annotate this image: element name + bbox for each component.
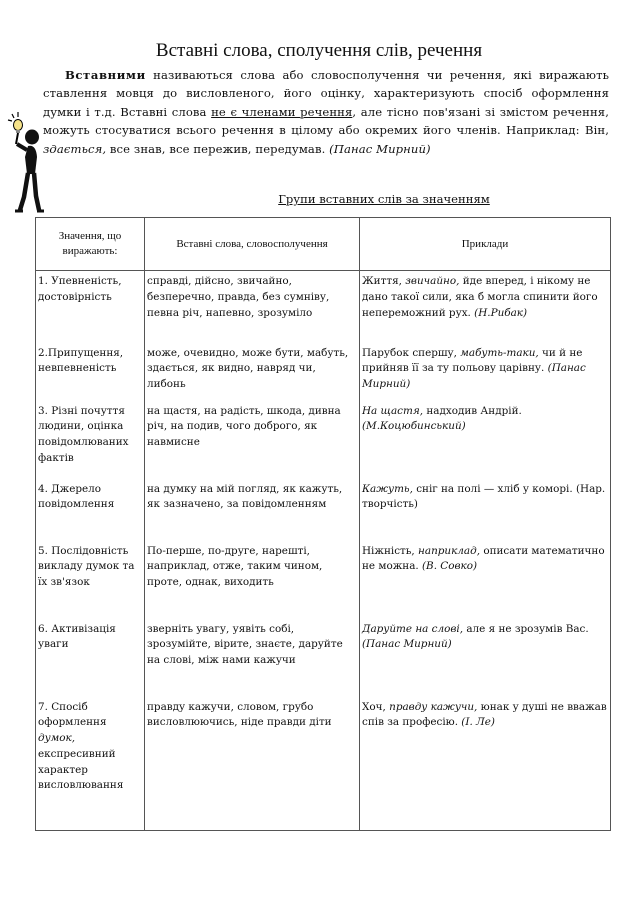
groups-heading: Групи вставних слів за значенням — [278, 192, 490, 206]
cell-example: Хоч, правду кажучи, юнак у душі не вважав спів за професію. (І. Ле) — [360, 697, 611, 831]
table-row — [36, 271, 611, 343]
cell-words: на думку на мій погляд, як кажуть, як зазначено, за повідомленням — [145, 479, 360, 541]
table-row — [36, 697, 611, 831]
cell-words: зверніть увагу, уявіть собі, зрозумійте, вірите, знаєте, даруйте на слові, між нами кажучи — [145, 619, 360, 697]
cell-example: Життя, звичайно, йде вперед, і нікому не дано такої сили, яка б могла спинити його непереможний рух. (Н.Рибак) — [360, 271, 611, 343]
intro-underlined: не є членами речення — [211, 104, 353, 119]
header-meaning: Значення, що виражають: — [36, 218, 145, 271]
cell-meaning: 3. Різні почуття людини, оцінка повідомлюваних фактів — [36, 401, 145, 479]
cell-example: Парубок спершу, мабуть-таки, чи й не прийняв її за ту польову царівну. (Панас Мирний) — [360, 343, 611, 401]
page-title: Вставні слова, сполучення слів, речення — [155, 40, 483, 61]
groups-table — [35, 217, 611, 831]
cell-example: Даруйте на слові, але я не зрозумів Вас. (Панас Мирний) — [360, 619, 611, 697]
table-row — [36, 479, 611, 541]
cell-example: Ніжність, наприклад, описати математично не можна. (В. Совко) — [360, 541, 611, 619]
cell-words: може, очевидно, може бути, мабуть, здається, як видно, навряд чи, либонь — [145, 343, 360, 401]
cell-meaning: 2.Припущення, невпевненість — [36, 343, 145, 401]
table-row — [36, 619, 611, 697]
cell-example: На щастя, надходив Андрій. (М.Коцюбинський) — [360, 401, 611, 479]
cell-words: По-перше, по-друге, нарешті, наприклад, отже, таким чином, проте, однак, виходить — [145, 541, 360, 619]
cell-words: справді, дійсно, звичайно, безперечно, правда, без сумніву, певна річ, напевно, зрозуміло — [145, 271, 360, 343]
intro-bold-term: Вставними — [65, 68, 146, 82]
intro-paragraph: Вставними називаються слова або словосполучення чи речення, які виражають ставлення мовця до висловленого, його оцінку, характеризують спосіб оформлення думки і т.д. Вставні слова не є членами речення, але тісно пов'язані зі змістом речення, можуть стосуватися всього речення в цілому або окремих його членів. Наприклад: Він, здається, все знав, все пережив, передумав. (Панас Мирний) — [43, 68, 609, 156]
cell-words: правду кажучи, словом, грубо висловлюючись, ніде правди діти — [145, 697, 360, 831]
table-row — [36, 541, 611, 619]
table-row — [36, 343, 611, 401]
table-row — [36, 401, 611, 479]
cell-example: Кажуть, сніг на полі — хліб у коморі. (Нар. творчість) — [360, 479, 611, 541]
cell-words: на щастя, на радість, шкода, дивна річ, на подив, чого доброго, як навмисне — [145, 401, 360, 479]
cell-meaning: 6. Активізація уваги — [36, 619, 145, 697]
header-words: Вставні слова, словосполучення — [145, 218, 360, 271]
table-header-row — [36, 218, 611, 271]
intro-author: (Панас Мирний) — [329, 141, 431, 156]
cell-meaning: 1. Упевненість, достовірність — [36, 271, 145, 343]
cell-meaning: 4. Джерело повідомлення — [36, 479, 145, 541]
header-examples: Приклади — [360, 218, 611, 271]
cell-meaning: 7. Спосіб оформлення думок, експресивний характер висловлювання — [36, 697, 145, 831]
cell-meaning: 5. Послідовність викладу думок та їх зв'язок — [36, 541, 145, 619]
